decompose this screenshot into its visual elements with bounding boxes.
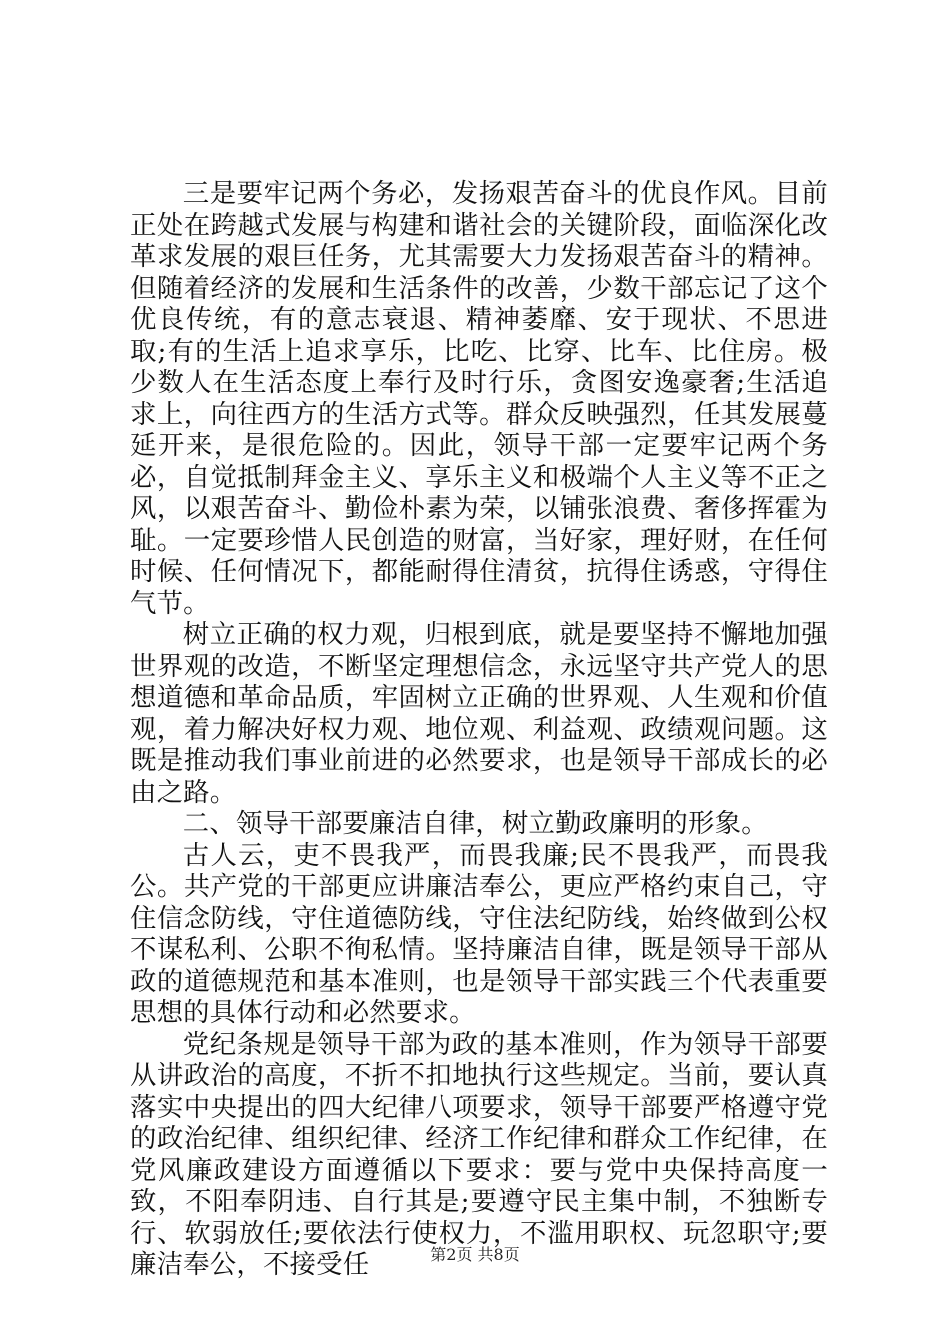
paragraph-power-view: 树立正确的权力观，归根到底，就是要坚持不懈地加强世界观的改造，不断坚定理想信念，永远坚守共产党人的思想道德和革命品质，牢固树立正确的世界观、人生观和价值观，着力解决好权力观、地位观、利益观、政绩观问题。这既是推动我们事业前进的必然要求，也是领导干部成长的必由之路。 — [130, 619, 828, 808]
paragraph-ancient-saying: 古人云，吏不畏我严，而畏我廉;民不畏我严，而畏我公。共产党的干部更应讲廉洁奉公，更应严格约束自己，守住信念防线，守住道德防线，守住法纪防线，始终做到公权不谋私利、公职不徇私情。坚持廉洁自律，既是领导干部从政的道德规范和基本准则，也是领导干部实践三个代表重要思想的具体行动和必然要求。 — [130, 839, 828, 1028]
document-body — [130, 178, 828, 1281]
paragraph-party-discipline: 党纪条规是领导干部为政的基本准则，作为领导干部要从讲政治的高度，不折不扣地执行这些规定。当前，要认真落实中央提出的四大纪律八项要求，领导干部要严格遵守党的政治纪律、组织纪律、经济工作纪律和群众工作纪律，在党风廉政建设方面遵循以下要求：要与党中央保持高度一致，不阳奉阴违、自行其是;要遵守民主集中制，不独断专行、软弱放任;要依法行使权力，不滥用职权、玩忽职守;要廉洁奉公，不接受任 — [130, 1028, 828, 1280]
page-number-footer: 第2页 共8页 — [430, 1245, 520, 1264]
section-heading-integrity: 二、领导干部要廉洁自律，树立勤政廉明的形象。 — [182, 808, 768, 839]
paragraph-work-style: 三是要牢记两个务必，发扬艰苦奋斗的优良作风。目前正处在跨越式发展与构建和谐社会的关键阶段，面临深化改革求发展的艰巨任务，尤其需要大力发扬艰苦奋斗的精神。但随着经济的发展和生活条件的改善，少数干部忘记了这个优良传统，有的意志衰退、精神萎靡、安于现状、不思进取;有的生活上追求享乐，比吃、比穿、比车、比住房。极少数人在生活态度上奉行及时行乐，贪图安逸豪奢;生活追求上，向往西方的生活方式等。群众反映强烈，任其发展蔓延开来，是很危险的。因此，领导干部一定要牢记两个务必，自觉抵制拜金主义、享乐主义和极端个人主义等不正之风，以艰苦奋斗、勤俭朴素为荣，以铺张浪费、奢侈挥霍为耻。一定要珍惜人民创造的财富，当好家，理好财，在任何时候、任何情况下，都能耐得住清贫，抗得住诱惑，守得住气节。 — [130, 178, 828, 619]
